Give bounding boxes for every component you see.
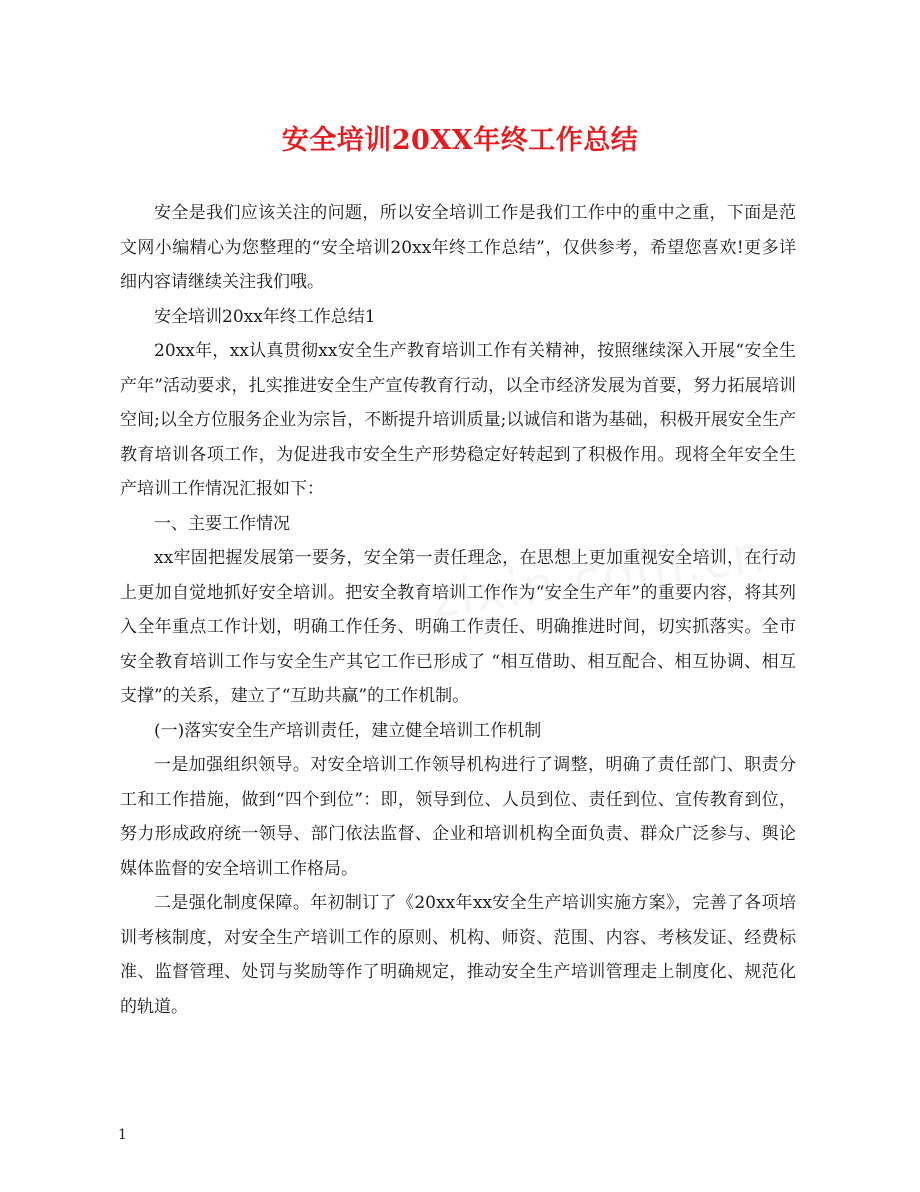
- body-paragraph: 20xx年，xx认真贯彻xx安全生产教育培训工作有关精神，按照继续深入开展“安全生产年”活动要求，扎实推进安全生产宣传教育行动，以全市经济发展为首要，努力拓展培训空间;以全方位服务企业为宗旨，不断提升培训质量;以诚信和谐为基础，积极开展安全生产教育培训各项工作，为促进我市安全生产形势稳定好转起到了积极作用。现将全年安全生产培训工作情况汇报如下：: [120, 341, 796, 499]
- body-paragraph: xx牢固把握发展第一要务，安全第一责任理念，在思想上更加重视安全培训，在行动上更加自觉地抓好安全培训。把安全教育培训工作作为“安全生产年”的重要内容，将其列入全年重点工作计划，明确工作任务、明确工作责任、明确推进时间，切实抓落实。全市安全教育培训工作与安全生产其它工作已形成了 “相互借助、相互配合、相互协调、相互支撑”的关系，建立了“互助共赢”的工作机制。: [120, 548, 796, 706]
- page-title: 安全培训20XX年终工作总结: [281, 125, 639, 156]
- subsection-heading: (一)落实安全生产培训责任，建立健全培训工作机制: [154, 720, 542, 741]
- section-heading: 一、主要工作情况: [154, 513, 290, 534]
- intro-paragraph: 安全是我们应该关注的问题，所以安全培训工作是我们工作中的重中之重，下面是范文网小编精心为您整理的“安全培训20xx年终工作总结”，仅供参考，希望您喜欢!更多详细内容请继续关注我们哦。: [120, 203, 796, 292]
- body-paragraph: 二是强化制度保障。年初制订了《20xx年xx安全生产培训实施方案》，完善了各项培训考核制度，对安全生产培训工作的原则、机构、师资、范围、内容、考核发证、经费标准、监督管理、处罚与奖励等作了明确规定，推动安全生产培训管理走上制度化、规范化的轨道。: [120, 893, 796, 1017]
- document-body: [120, 196, 796, 1024]
- body-paragraph: 一是加强组织领导。对安全培训工作领导机构进行了调整，明确了责任部门、职责分工和工作措施，做到“四个到位”：即，领导到位、人员到位、责任到位、宣传教育到位，努力形成政府统一领导、部门依法监督、企业和培训机构全面负责、群众广泛参与、舆论媒体监督的安全培训工作格局。: [120, 755, 796, 879]
- page-number: 1: [118, 1127, 127, 1143]
- section-heading: 安全培训20xx年终工作总结1: [154, 306, 376, 327]
